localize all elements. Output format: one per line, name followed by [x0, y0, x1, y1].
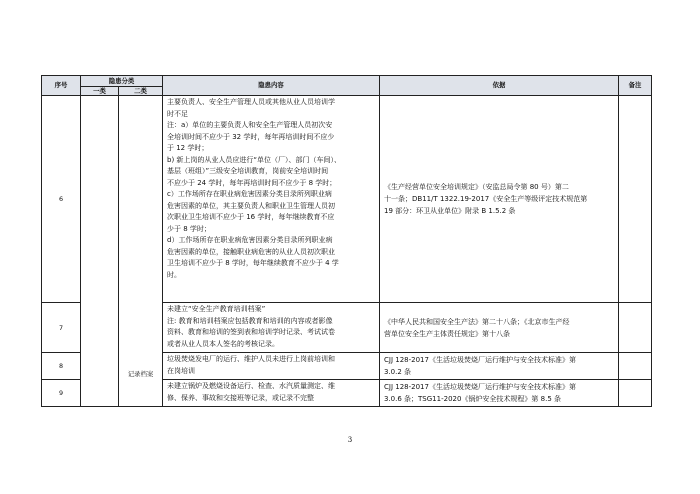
content-line: 于 12 学时； [167, 144, 209, 152]
row-content [163, 353, 380, 380]
row-seq: 8 [42, 353, 81, 380]
row-remarks [619, 303, 652, 353]
header-seq: 序号 [42, 76, 81, 96]
row-remarks [619, 380, 652, 407]
content-line: 卫生培训不应少于 8 学时，每年继续教育不应少于 4 学 [167, 259, 339, 267]
row-seq: 9 [42, 380, 81, 407]
header-category-level2: 二类 [119, 87, 163, 96]
table-row [42, 96, 652, 303]
content-line: 或者从业人员本人签名的考核记录。 [167, 339, 279, 348]
basis-line: CJJ 128-2017《生活垃圾焚烧厂运行维护与安全技术标准》第 [384, 356, 576, 364]
content-line: 注：a）单位的主要负责人和安全生产管理人员初次安 [167, 121, 333, 129]
header-category-level1: 一类 [81, 87, 119, 96]
page-number: 3 [347, 436, 353, 444]
basis-line: 3.0.2 条 [384, 368, 412, 376]
basis-line: CJJ 128-2017《生活垃圾焚烧厂运行维护与安全技术标准》第 [384, 383, 576, 391]
content-line: b) 新上岗的从业人员应进行“单位（厂）、部门（车间）、 [167, 155, 342, 164]
content-line: 时。 [167, 270, 181, 279]
header-remarks: 备注 [619, 76, 652, 96]
basis-line: 十一条；DB11/T 1322.19-2017《安全生产等级评定技术规范第 [384, 195, 588, 203]
content-line: 时不足 [167, 109, 188, 118]
header-content: 隐患内容 [163, 76, 380, 96]
basis-line: 《生产经营单位安全培训规定》（安监总局令第 80 号）第二 [384, 183, 569, 191]
content-line: 在岗培训 [167, 366, 195, 375]
row-content [163, 96, 380, 303]
content-line: 危害因素的单位，其主要负责人和职业卫生管理人员初 [167, 201, 335, 210]
basis-line: 营单位安全生产主体责任规定》第十八条 [384, 329, 510, 338]
header-row [42, 76, 652, 87]
basis-line: 3.0.6 条；TSG11-2020《锅炉安全技术规程》第 8.5 条 [384, 395, 562, 403]
content-line: 次职业卫生培训不应少于 16 学时，每年继续教育不应 [167, 213, 335, 221]
row-basis [380, 353, 619, 380]
content-line: 注: 教育和培训档案应包括教育和培训的内容或者影像 [167, 316, 333, 325]
header-basis: 依据 [380, 76, 619, 96]
content-line: 垃圾焚烧发电厂的运行、维护人员未进行上岗前培训和 [167, 355, 335, 363]
content-line: 未建立“安全生产教育培训档案” [167, 305, 266, 313]
row-content [163, 380, 380, 407]
content-line: 修、保养、事故和交接班等记录，或记录不完整 [167, 393, 314, 402]
content-line: 基层（班组）”三级安全培训教育，岗前安全培训时间 [167, 167, 329, 175]
basis-line: 19 部分：环卫从业单位》附录 B 1.5.2 条 [384, 207, 516, 215]
basis-line: 《中华人民共和国安全生产法》第二十八条；《北京市生产经 [384, 317, 570, 326]
hazard-table [41, 75, 652, 407]
category-level1-cell [81, 96, 119, 407]
content-line: 全培训时间不应少于 32 学时，每年再培训时间不应少 [167, 132, 335, 141]
category-level2-cell [119, 96, 163, 407]
row-remarks [619, 96, 652, 303]
content-line: 危害因素的单位，接触职业病危害的从业人员初次职业 [167, 247, 335, 256]
header-category: 隐患分类 [81, 76, 163, 87]
content-line: 不应少于 24 学时，每年再培训时间不应少于 8 学时； [167, 178, 337, 187]
row-seq: 7 [42, 303, 81, 353]
row-remarks [619, 353, 652, 380]
content-line: 资料、教育和培训的签到表和培训学时记录、考试试卷 [167, 328, 335, 336]
row-basis [380, 303, 619, 353]
content-line: c）工作场所存在职业病危害因素分类目录所列职业病 [167, 190, 332, 198]
row-seq: 6 [42, 96, 81, 303]
content-line: d）工作场所存在职业病危害因素分类目录所列职业病 [167, 236, 333, 244]
row-basis [380, 380, 619, 407]
content-line: 未建立锅炉及燃烧设备运行、检查、水汽质量测定、维 [167, 382, 335, 390]
content-line: 主要负责人、安全生产管理人员或其他从业人员培训学 [167, 98, 335, 106]
row-content [163, 303, 380, 353]
category-level2-label: 记录档案 [127, 370, 154, 378]
content-line: 少于 8 学时； [167, 224, 211, 233]
row-basis [380, 96, 619, 303]
